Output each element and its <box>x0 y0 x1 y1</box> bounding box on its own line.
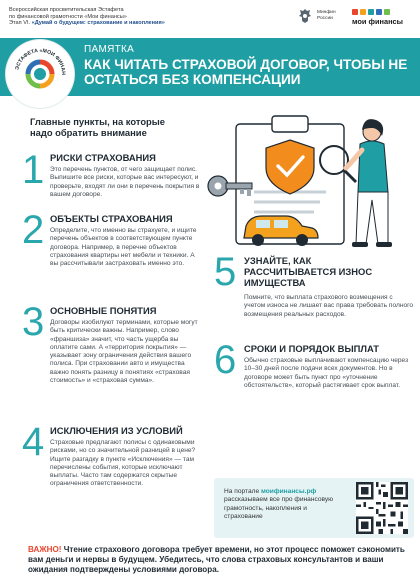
point-title: РИСКИ СТРАХОВАНИЯ <box>50 152 156 163</box>
point-title: ИСКЛЮЧЕНИЯ ИЗ УСЛОВИЙ <box>50 425 183 436</box>
logo-text: мои финансы <box>352 17 403 26</box>
stage-title: «Думай о будущем: страхование и накопления» <box>31 20 165 27</box>
moi-finansy-logo <box>352 9 412 26</box>
point-number: 5 <box>214 250 237 294</box>
point-text: Это перечень пунктов, от чего защищает полис. Выпишите все риски, которые вас интересуют, и проверьте, входят ли они в перечень покрытия в вашем договоре. <box>50 166 200 198</box>
memo-kicker: ПАМЯТКА <box>84 44 135 55</box>
point-number: 2 <box>22 208 45 252</box>
logo-bar <box>384 9 390 15</box>
relay-badge <box>6 40 74 108</box>
woman-figure <box>346 119 392 247</box>
minfin-label-line-1: Минфин <box>317 10 336 15</box>
important-label: ВАЖНО! <box>28 545 62 554</box>
point-text: Обычно страховые выплачивают компенсацию через 10–30 дней после подачи всех документов. Но в договоре может быть пункт про «уточнение обстоятельств», который растягивает срок выплат. <box>244 357 409 389</box>
point-4 <box>22 422 202 542</box>
qr-code-icon[interactable] <box>356 482 408 534</box>
logo-bar <box>376 9 382 15</box>
insurance-illustration <box>196 106 420 261</box>
promo-prefix: На портале <box>224 488 261 495</box>
promo-text <box>224 488 344 521</box>
intro-heading: Главные пункты, на которые надо обратить внимание <box>30 116 165 138</box>
point-5 <box>214 252 414 332</box>
point-number: 3 <box>22 300 45 344</box>
point-1 <box>22 148 200 210</box>
top-bar <box>0 0 420 38</box>
point-title: УЗНАЙТЕ, КАК РАССЧИТЫВАЕТСЯ ИЗНОС ИМУЩЕСТВА <box>244 255 373 288</box>
point-number: 4 <box>22 420 45 464</box>
portal-promo <box>214 478 414 538</box>
logo-bar <box>368 9 374 15</box>
portal-link[interactable]: моифинансы.рф <box>260 488 317 495</box>
page-title: КАК ЧИТАТЬ СТРАХОВОЙ ДОГОВОР, ЧТОБЫ НЕ ОСТАТЬСЯ БЕЗ КОМПЕНСАЦИИ <box>84 57 408 87</box>
logo-color-bars <box>352 9 412 15</box>
stage-label: Этап VI. <box>9 20 32 27</box>
badge-arc-text: ЭСТАФЕТА «МОИ ФИНАН <box>14 47 67 76</box>
minfin-label-line-2: России <box>317 15 333 21</box>
relay-caption <box>9 7 239 27</box>
point-text: Страховые предлагают полисы с одинаковыми рисками, но со значительной разницей в цене? Ищите разгадку в пункте «Исключения» — там перечислены события, которые исключают выплаты. Часто там содержатся скрытые ограничения ответственности. <box>50 439 196 488</box>
important-text: Чтение страхового договора требует времени, но этот процесс поможет сэкономить вам деньги и нервы в будущем. Убедитесь, что слова страховых консультантов и ваши ожидания подтверждены условиями договора. <box>28 545 405 574</box>
relay-line-1: Всероссийская просветительская Эстафета <box>9 7 124 13</box>
promo-rest: рассказываем все про финансовую грамотность, накопления и страхование <box>224 496 334 520</box>
point-6 <box>214 340 414 440</box>
relay-line-2: по финансовой грамотности «Мои финансы» <box>9 13 127 20</box>
point-text: Помните, что выплата страхового возмещения с учетом износа не лишает вас права требовать полного возмещения реальных расходов. <box>244 294 414 318</box>
logo-bar <box>352 9 358 15</box>
point-text: Определите, что именно вы страхуете, и ищите перечень объектов в соответствующем пункте договора. Например, в перечне объектов страхования квартиры нет мебели и техники. А вы рассчитывали застраховать именно это. <box>50 227 197 268</box>
point-3 <box>22 302 202 442</box>
relay-line-3 <box>9 20 239 27</box>
point-2 <box>22 210 197 292</box>
point-text: Договоры изобилуют терминами, которые могут быть критически важны. Например, слово «франшиза» значит, что часть ущерба вы оплатите сами. А «территория покрытия» — указывает зону ограничения действия вашего полиса. При страховании авто и имущества важно понять разницу в понятиях «страховая стоимость» и «страховая сумма». <box>50 319 198 385</box>
point-title: ОСНОВНЫЕ ПОНЯТИЯ <box>50 305 157 316</box>
point-title: СРОКИ И ПОРЯДОК ВЫПЛАТ <box>244 343 379 354</box>
minfin-label <box>317 10 351 22</box>
relay-badge-graphic <box>6 40 74 108</box>
important-note <box>28 545 408 574</box>
point-title: ОБЪЕКТЫ СТРАХОВАНИЯ <box>50 213 173 224</box>
logo-bar <box>360 9 366 15</box>
coat-of-arms-icon <box>298 8 312 24</box>
point-number: 6 <box>214 338 237 382</box>
point-number: 1 <box>22 148 45 192</box>
